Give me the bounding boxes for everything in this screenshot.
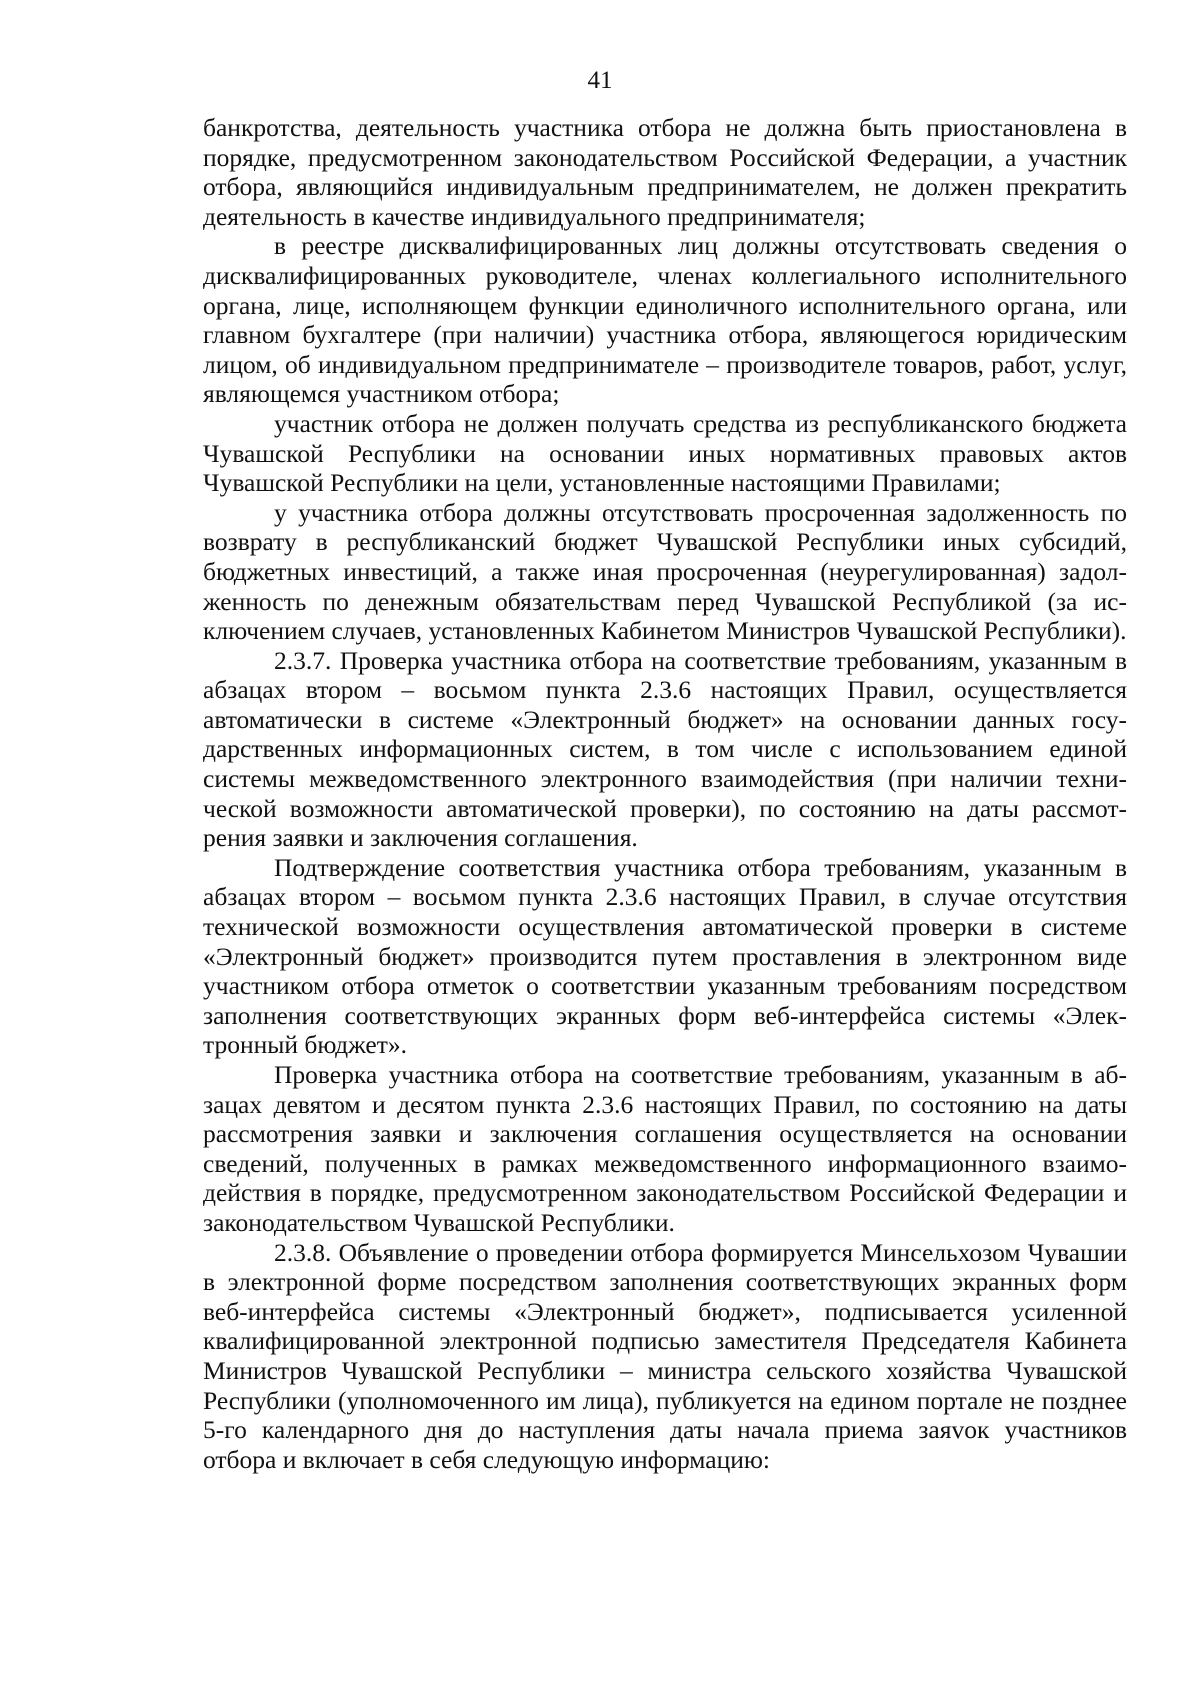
paragraph-confirmation-of-compliance: Подтверждение соответствия участника отбора требованиям, указанным в абзацах втором – восьмом пункта 2.3.6 настоящих Правил, в случае отсутствия технической возможности осуществления автоматической проверки в системе «Электронный бюджет» производится путем проставления в электронном виде участником отбора отметок о соответствии указанным требованиям посредством заполнения соответствующих экранных форм веб-интерфейса системы «Электронный бюджет». <box>203 852 1127 1060</box>
paragraph-disqualified-persons: в реестре дисквалифицированных лиц должны отсутствовать сведения о дисквалифицированных руководителе, членах коллегиального исполнительного органа, лице, исполняющем функции единоличного исполнительного органа, или главном бухгалтере (при наличии) участника отбора, являющегося юридическим лицом, об индивидуальном предпринимателе – производителе товаров, работ, услуг, являющемся участником отбора; <box>203 231 1127 409</box>
document-body <box>203 113 1127 1474</box>
paragraph-interagency-check: Проверка участника отбора на соответствие требованиям, указанным в абзацах девятом и десятом пункта 2.3.6 настоящих Правил, по состоянию на даты рассмотрения заявки и заключения соглашения осуществляется на основании сведений, полученных в рамках межведомственного информационного взаимодействия в порядке, предусмотренном законодательством Российской Федерации и законодательством Чувашской Республики. <box>203 1060 1127 1237</box>
paragraph-no-overdue-debt: у участника отбора должны отсутствовать просроченная задолженность по возврату в республиканский бюджет Чувашской Республики иных субсидий, бюджетных инвестиций, а также иная просроченная (неурегулированная) задолженность по денежным обязательствам перед Чувашской Республикой (за исключением случаев, установленных Кабинетом Министров Чувашской Республики). <box>203 497 1127 646</box>
paragraph-bankruptcy-continuation: банкротства, деятельность участника отбора не должна быть приостановлена в порядке, предусмотренном законодательством Российской Федерации, а участник отбора, являющийся индивидуальным предпринимателем, не должен прекратить деятельность в качестве индивидуального предпринимателя; <box>203 113 1127 231</box>
page-number: 41 <box>587 67 613 94</box>
paragraph-clause-2-3-7: 2.3.7. Проверка участника отбора на соответствие требованиям, указанным в абзацах втором – восьмом пункта 2.3.6 настоящих Правил, осуществляется автоматически в системе «Электронный бюджет» на основании данных государственных информационных систем, в том числе с использованием единой системы межведомственного электронного взаимодействия (при наличии технической возможности автоматической проверки), по состоянию на даты рассмотрения заявки и заключения соглашения. <box>203 645 1127 853</box>
paragraph-no-budget-funds: участник отбора не должен получать средства из республиканского бюджета Чувашской Республики на основании иных нормативных правовых актов Чувашской Республики на цели, установленные настоящими Правилами; <box>203 408 1127 498</box>
paragraph-clause-2-3-8: 2.3.8. Объявление о проведении отбора формируется Минсельхозом Чувашии в электронной форме посредством заполнения соответствующих экранных форм веб-интерфейса системы «Электронный бюджет», подписывается усиленной квалифицированной электронной подписью заместителя Председателя Кабинета Министров Чувашской Республики – министра сельского хозяйства Чувашской Республики (уполномоченного им лица), публикуется на едином портале не позднее 5-го календарного дня до наступления даты начала приема заяvок участников отбора и включает в себя следующую информацию: <box>203 1237 1127 1474</box>
